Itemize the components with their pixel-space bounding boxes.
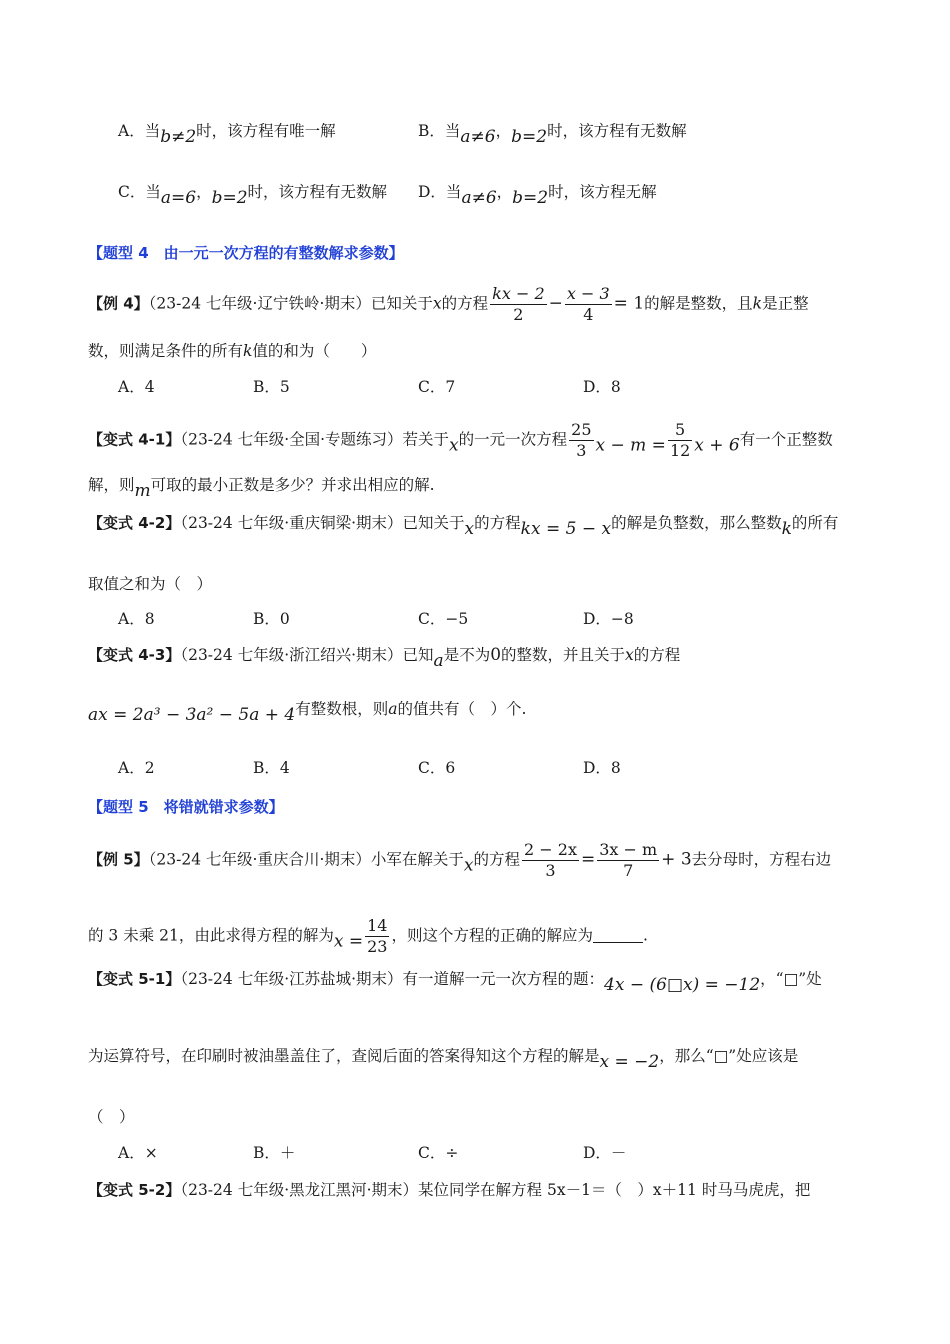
- variant-4-1-line-2: 解，则m可取的最小正数是多少？并求出相应的解.: [88, 476, 435, 501]
- fraction: $\frac{25}{3}$: [571, 420, 592, 460]
- option-c[interactable]: C．当a=6，b=2时，该方程有无数解: [118, 183, 388, 208]
- option-b[interactable]: B．4: [253, 759, 290, 777]
- variant-4-3-line-2: ax = 2a³ − 3a² − 5a + 4有整数根，则a的值共有（ ）个.: [88, 700, 527, 725]
- variant-5-2-line-1: 【变式 5-2】（23-24 七年级·黑龙江黑河·期末）某位同学在解方程 5x－1＝（ ）x＋11 时马马虎虎，把: [88, 1181, 811, 1199]
- option-d[interactable]: D．−8: [583, 610, 634, 628]
- example-4-line-2: 数，则满足条件的所有k值的和为（ ）: [88, 342, 377, 360]
- variant-4-2-line-2: 取值之和为（ ）: [88, 575, 213, 593]
- option-b[interactable]: B．＋: [253, 1144, 296, 1162]
- section-heading-4: 【题型 4 由一元一次方程的有整数解求参数】: [88, 244, 404, 262]
- fraction: $\frac{3x - m}{7}$: [599, 840, 658, 880]
- variant-5-1-line-1: 【变式 5-1】（23-24 七年级·江苏盐城·期末）有一道解一元一次方程的题：4x − (6□x) = −12，“□”处: [88, 970, 822, 995]
- option-c[interactable]: C．−5: [418, 610, 469, 628]
- option-d[interactable]: D．8: [583, 759, 621, 777]
- option-a[interactable]: A．2: [118, 759, 155, 777]
- example-5-line-1: 【例 5】（23-24 七年级·重庆合川·期末）小军在解关于x的方程 $\frac{2 - 2x}{3}$ = $\frac{3x - m}{7}$ + 3去分母时，方程右边: [88, 840, 832, 880]
- fraction: $\frac{5}{12}$: [669, 420, 691, 460]
- fraction: $\frac{kx - 2}{2}$: [492, 284, 545, 324]
- option-c[interactable]: C．7: [418, 378, 456, 396]
- section-heading-5: 【题型 5 将错就错求参数】: [88, 798, 284, 816]
- variant-4-3-line-1: 【变式 4-3】（23-24 七年级·浙江绍兴·期末）已知a是不为0的整数，并且关于x的方程: [88, 645, 681, 671]
- option-b[interactable]: B．5: [253, 378, 290, 396]
- variant-4-2-line-1: 【变式 4-2】（23-24 七年级·重庆铜梁·期末）已知关于x的方程kx = 5 − x的解是负整数，那么整数k的所有: [88, 514, 839, 539]
- example-5-line-2: 的 3 未乘 21，由此求得方程的解为x = $\frac{14}{23}$ ，则这个方程的正确的解应为 .: [88, 916, 648, 956]
- fraction: $\frac{14}{23}$: [367, 916, 388, 956]
- fraction: $\frac{2 - 2x}{3}$: [524, 840, 577, 880]
- option-c[interactable]: C．6: [418, 759, 456, 777]
- option-a[interactable]: A．8: [118, 610, 155, 628]
- fraction: $\frac{x - 3}{4}$: [566, 284, 610, 324]
- variant-5-1-line-3: （ ）: [88, 1108, 135, 1126]
- answer-blank[interactable]: [593, 926, 643, 943]
- option-b[interactable]: B．当a≠6，b=2时，该方程有无数解: [418, 122, 687, 147]
- option-c[interactable]: C．÷: [418, 1144, 459, 1162]
- option-d[interactable]: D．－: [583, 1144, 627, 1162]
- option-a[interactable]: A．4: [118, 378, 155, 396]
- option-b[interactable]: B．0: [253, 610, 290, 628]
- example-4-line-1: 【例 4】（23-24 七年级·辽宁铁岭·期末）已知关于x的方程 $\frac{kx - 2}{2}$ − $\frac{x - 3}{4}$ = 1的解是整数，且k是正整: [88, 284, 809, 324]
- option-d[interactable]: D．当a≠6，b=2时，该方程无解: [418, 183, 657, 208]
- option-a[interactable]: A．×: [118, 1144, 158, 1162]
- variant-4-1-line-1: 【变式 4-1】（23-24 七年级·全国·专题练习）若关于x的一元一次方程 $\frac{25}{3}$ x − m = $\frac{5}{12}$ x + 6有一个正整数: [88, 420, 833, 460]
- option-a[interactable]: A．当b≠2时，该方程有唯一解: [118, 122, 336, 147]
- variant-5-1-line-2: 为运算符号，在印刷时被油墨盖住了，查阅后面的答案得知这个方程的解是x = −2，那么“□”处应该是: [88, 1047, 799, 1072]
- option-d[interactable]: D．8: [583, 378, 621, 396]
